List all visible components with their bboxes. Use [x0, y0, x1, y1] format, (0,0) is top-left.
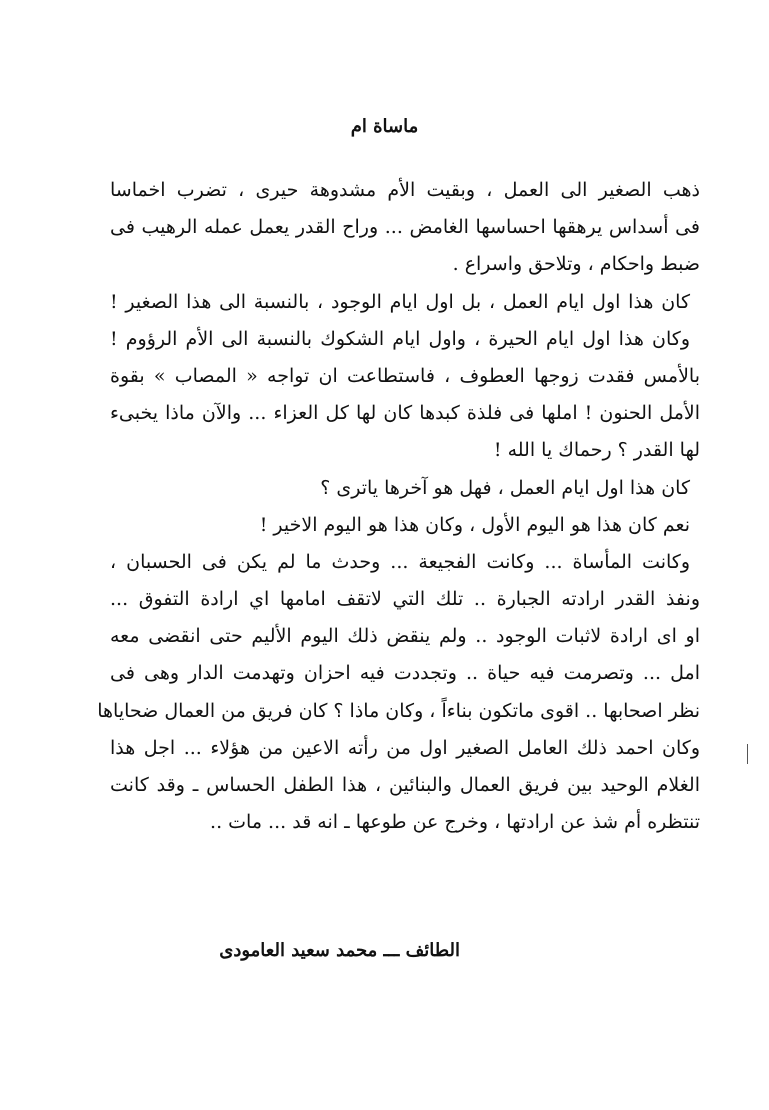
body-line: نعم كان هذا هو اليوم الأول ، وكان هذا هو اليوم الاخير !	[259, 513, 690, 536]
body-line: كان هذا اول ايام العمل ، بل اول ايام الوجود ، بالنسبة الى هذا الصغير !	[110, 290, 690, 313]
body-line: كان هذا اول ايام العمل ، فهل هو آخرها ياترى ؟	[320, 476, 690, 499]
body-line: وكان احمد ذلك العامل الصغير اول من رأته الاعين من هؤلاء ... اجل هذا	[110, 736, 700, 759]
body-line: الأمل الحنون ! املها فى فلذة كبدها كان لها كل العزاء ... والآن ماذا يخبىء	[110, 402, 700, 425]
body-line: لها القدر ؟ رحماك يا الله !	[493, 439, 700, 462]
article-title: ماساة ام	[350, 116, 419, 137]
author-signature: الطائف ـــ محمد سعيد العامودى	[219, 940, 460, 961]
body-line: تنتظره أم شذ عن ارادتها ، وخرج عن طوعها ـ انه قد ... مات ..	[210, 811, 700, 834]
body-line: الغلام الوحيد بين فريق العمال والبنائين ، هذا الطفل الحساس ـ وقد كانت	[110, 774, 700, 796]
body-line: ضبط واحكام ، وتلاحق واسراع .	[452, 253, 700, 276]
body-line: وكانت المأساة ... وكانت الفجيعة ... وحدث ما لم يكن فى الحسبان ،	[110, 550, 690, 573]
body-line: وكان هذا اول ايام الحيرة ، واول ايام الشكوك بالنسبة الى الأم الرؤوم !	[110, 327, 690, 350]
scan-edge-mark	[747, 744, 748, 764]
body-line: او اى ارادة لاثبات الوجود .. ولم ينقض ذلك اليوم الأليم حتى انقضى معه	[110, 625, 700, 648]
body-line: امل ... وتصرمت فيه حياة .. وتجددت فيه احزان وتهدمت الدار وهى فى	[110, 662, 700, 685]
body-line: نظر اصحابها .. اقوى ماتكون بناءاً ، وكان ماذا ؟ كان فريق من العمال ضحاياها	[97, 699, 700, 722]
article-body	[97, 172, 700, 841]
body-line: بالأمس فقدت زوجها العطوف ، فاستطاعت ان تواجه « المصاب » بقوة	[110, 364, 700, 387]
body-line: ونفذ القدر ارادته الجبارة .. تلك التي لاتقف امامها اي ارادة التفوق ...	[110, 588, 700, 611]
body-line: ذهب الصغير الى العمل ، وبقيت الأم مشدوهة حيرى ، تضرب اخماسا	[110, 179, 700, 201]
body-line: فى أسداس يرهقها احساسها الغامض ... وراح القدر يعمل عمله الرهيب فى	[110, 216, 700, 239]
